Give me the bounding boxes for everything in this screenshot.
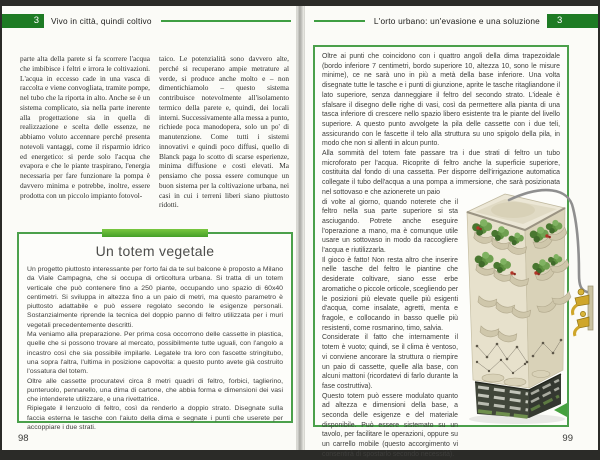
vegetable-totem-illustration — [451, 178, 600, 428]
box-intro-paragraph: Alla sommità del totem fate passare tra i due strati di feltro un tubo microforato per l'acqua. Ricoprite di feltro anche la superficie superiore, costituita dal fondo di una cassetta. Per disporre dell'irrigazione automatica collegate il tubo dell'acqua a una pompa a immersione, che sarà posizionata nel sottovaso e che azionerete un paio — [322, 150, 560, 196]
box-intro-paragraph: Oltre ai punti che coincidono con i quattro angoli della dima trapezoidale (bordo inferiore 7 centimetri, bordo superiore 10, altezza 10, sono le misure minime), ce ne sarà uno in più a metà della base inferiore. Una volta disegnate tutte le tasche e i punti di giunzione, aprite le tasche ritagliandone il lato superiore, senza danneggiare il feltro del secondo strato. L'ideale è sfalsare il disegno delle righe di vasi, così da permettere alla pianta di una tasca inferiore di crescere nello spazio libero esistente tra le piante del livello superiore. A questo punto avvolgete la pila delle cassette con i due teli, assicurando con le fascette il telo alla struttura su uno spigolo della pila, in modo che non si allenti in alcun punto. — [322, 53, 560, 148]
box-body-text — [19, 263, 291, 432]
left-page — [2, 6, 297, 450]
body-paragraph: parte alta della parete si fa scorrere l'acqua che imbibisce i feltri e irrora le coltivazioni. L'acqua in eccesso cade in una vasca di raccolta e viene convogliata, tramite pompe, nel tubo che la riporta in alto. Anche se è un sistema complicato, sia nella parte inerente alla progettazione sia in quella di realizzazione e scelta delle essenze, ne abbiamo voluto accennare perché presenta notevoli vantaggi, come il risparmio idrico ed energetico: si perde solo l'acqua che evapora e che le piante traspirano, l'energia necessaria per fare funzionare la pompa è davvero minima e potrebbe, inoltre, essere prodotta con un piccolo impianto fotovol- — [20, 54, 150, 200]
page-number-left: 98 — [18, 433, 29, 444]
chapter-number: 3 — [557, 15, 563, 26]
chapter-number: 3 — [33, 15, 39, 26]
right-page-header — [314, 13, 598, 28]
box-paragraph: Oltre alle cassette procuratevi circa 8 metri quadri di feltro, forbici, taglierino, punteruolo, pennarello, una dima di cartone, che abbia forma e dimensioni dei vasi che intenderete utilizzare, e una rivettatrice. — [27, 377, 283, 404]
box-paragraph: Considerate il fatto che internamente il totem è vuoto; quindi, se il clima è ventoso, vi conviene ancorare la struttura o riempire un paio di cassette, quelle alla base, con alcuni mattoni (ricordatevi di farlo durante la fase costruttiva). — [322, 334, 458, 390]
box-paragraph: di volte al giorno, quando noterete che il feltro nella sua parte superiore si sta asciugando. Potrete anche eseguire l'operazione a mano, ma è comunque utile usare un sottovaso in modo da raccogliere l'acqua e riutilizzarla. — [322, 198, 458, 255]
chapter-badge — [2, 14, 44, 28]
chapter-title: Vivo in città, quindi coltivo — [51, 15, 152, 26]
header-rule — [314, 20, 365, 22]
box-paragraph: Un progetto piuttosto interessante per l'orto fai da te sul balcone è proposto a Milano da Viale Campagna, che si occupa di orticoltura urbana. Si tratta di un totem verticale che può contenere fino a 250 piante, occupando uno spazio di 60x40 centimetri. Si sviluppa in altezza fino a un paio di metri, ma questo parametro è piuttosto adattabile e può essere regolato secondo le esigenze personali. Sostanzialmente riprende la tecnica del doppio panno di feltro utilizzata per i muri vegetali precedentemente descritti. — [27, 266, 283, 329]
box-narrow-column — [322, 198, 458, 460]
box-title-tab — [102, 229, 208, 237]
chapter-badge — [547, 14, 598, 28]
continue-arrow-icon — [554, 403, 567, 417]
feature-box — [17, 232, 293, 432]
left-page-header — [2, 13, 291, 28]
header-rule — [161, 20, 291, 22]
page-number-right: 99 — [562, 433, 573, 444]
right-page — [304, 6, 598, 458]
body-text-column-1 — [20, 54, 150, 212]
box-title: Un totem vegetale — [95, 243, 215, 259]
body-paragraph: taico. Le potenzialità sono davvero alte, perché si recuperano ampie metrature al verde, si produce anche molto e – non dimentichiamolo – questo sistema contribuisce notevolmente all'isolamento termico della parete e, quindi, dei locali interni. Successivamente alla messa a punto, richiede poca manodopera, solo un po' di manutenzione. Come tutti i sistemi innovativi e quindi poco diffusi, quello di Blanck paga lo scotto di scarse esperienze, minima diffusione e costi elevati. Ma pensiamo che possa essere comunque un buon sistema per la coltivazione urbana, nei casi in cui i terreni liberi siano piuttosto ridotti. — [159, 54, 289, 210]
box-paragraph: Ma veniamo alla preparazione. Per prima cosa occorrono delle cassette in plastica, quelle che si possono trovare al mercato, possibilmente tutte uguali, con l'angolo a incastro così che sia possibile impilarle. Legatele tra loro con fascette stringitubo, una sopra l'altra, l'ultima in posizione capovolta: a questo punto avete già costruito l'ossatura del totem. — [27, 331, 283, 376]
book-spread — [2, 6, 598, 458]
water-tap-icon — [573, 286, 594, 336]
chapter-title: L'orto urbano: un'evasione e una soluzione — [373, 15, 540, 26]
book-spine — [297, 6, 304, 450]
body-text-columns — [20, 54, 289, 212]
box-paragraph: Questo totem può essere modulato quanto ad altezza e dimensioni della base, a seconda delle esigenze e del materiale disponibile. Può essere sistemato su un tavolo, per facilitare le operazioni, oppure su un carrello mobile (questo accorgimento vi consentirà di spostarlo secondo necessità). — [322, 392, 458, 458]
body-text-column-2 — [159, 54, 289, 212]
box-paragraph: Ripiegate il lenzuolo di feltro, così da renderlo a doppio strato. Disegnate sulla faccia esterna le tasche con l'aiuto della dima e segnate i punti che userete per accoppiare i due strati. — [27, 405, 283, 432]
box-paragraph: Il gioco è fatto! Non resta altro che inserire nelle tasche del feltro le piantine che desiderate coltivare, siano esse erbe aromatiche o piccole orticole, scegliendo per le posizioni più elevate quelle più esigenti d'acqua, come insalate, agretti, menta e fragole, e collocando in basso quelle più resistenti, come rosmarino, timo, salvia. — [322, 256, 458, 332]
